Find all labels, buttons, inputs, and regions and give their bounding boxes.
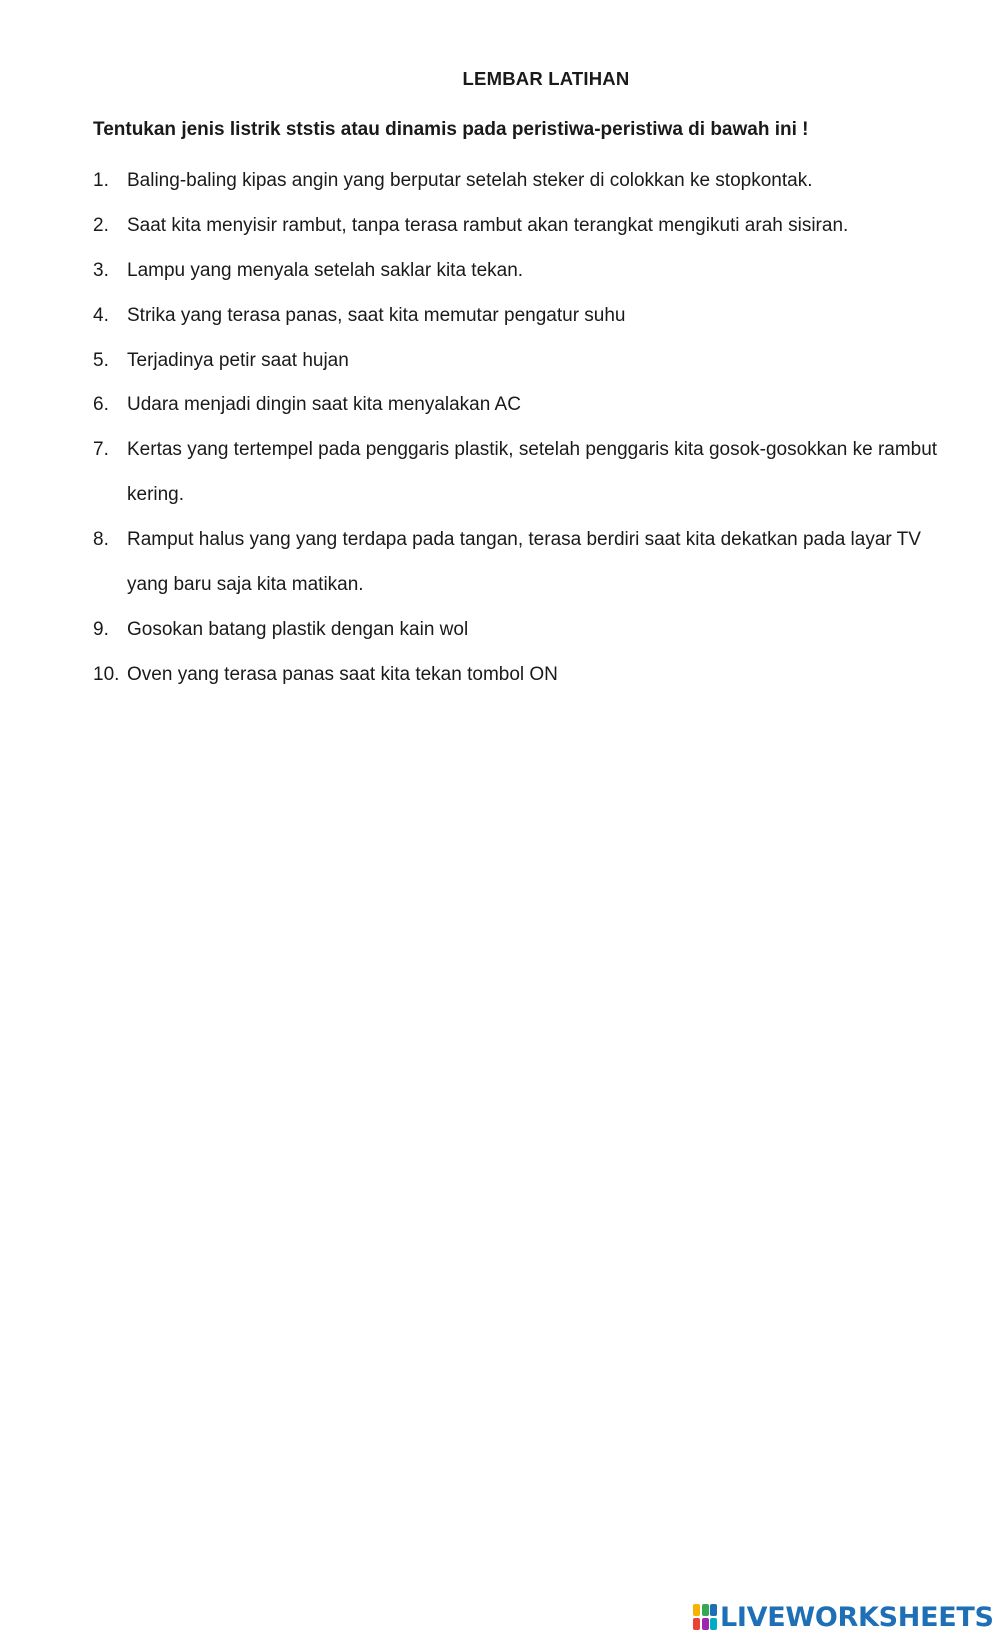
logo-text: LIVEWORKSHEETS [720, 1601, 994, 1633]
liveworksheets-logo[interactable] [693, 1600, 994, 1634]
question-number: 2. [93, 215, 109, 236]
question-text: Lampu yang menyala setelah saklar kita tekan. [127, 260, 524, 281]
question-item [93, 158, 953, 203]
question-number: 7. [93, 439, 109, 460]
question-item [93, 248, 953, 293]
question-item [93, 607, 953, 652]
question-item [93, 427, 953, 505]
question-number: 1. [93, 170, 109, 191]
question-number: 3. [93, 260, 109, 281]
question-item [93, 652, 953, 697]
question-number: 5. [93, 350, 109, 371]
question-item [93, 293, 953, 338]
question-text: Gosokan batang plastik dengan kain wol [127, 619, 469, 640]
question-number: 10. [93, 664, 120, 685]
question-item [93, 203, 953, 248]
question-number: 6. [93, 394, 109, 415]
question-text: Baling-baling kipas angin yang berputar setelah steker di colokkan ke stopkontak. [127, 170, 813, 191]
question-text: Ramput halus yang yang terdapa pada tangan, terasa berdiri saat kita dekatkan pada layar TV yang baru saja kita matikan. [127, 529, 921, 595]
question-number: 8. [93, 529, 109, 550]
question-text: Udara menjadi dingin saat kita menyalakan AC [127, 394, 521, 415]
question-text: Terjadinya petir saat hujan [127, 350, 349, 371]
question-number: 9. [93, 619, 109, 640]
question-item [93, 338, 953, 383]
question-text: Oven yang terasa panas saat kita tekan tombol ON [127, 664, 558, 685]
question-number: 4. [93, 305, 109, 326]
question-text: Saat kita menyisir rambut, tanpa terasa rambut akan terangkat mengikuti arah sisiran. [127, 215, 849, 236]
question-text: Kertas yang tertempel pada penggaris plastik, setelah penggaris kita gosok-gosokkan ke rambut kering. [127, 439, 938, 505]
instruction-text: Tentukan jenis listrik ststis atau dinamis pada peristiwa-peristiwa di bawah ini ! [93, 119, 809, 140]
page-title: LEMBAR LATIHAN [462, 68, 630, 89]
question-text: Strika yang terasa panas, saat kita memutar pengatur suhu [127, 305, 626, 326]
question-item [93, 382, 953, 427]
question-item [93, 517, 953, 595]
liveworksheets-icon [693, 1604, 717, 1630]
